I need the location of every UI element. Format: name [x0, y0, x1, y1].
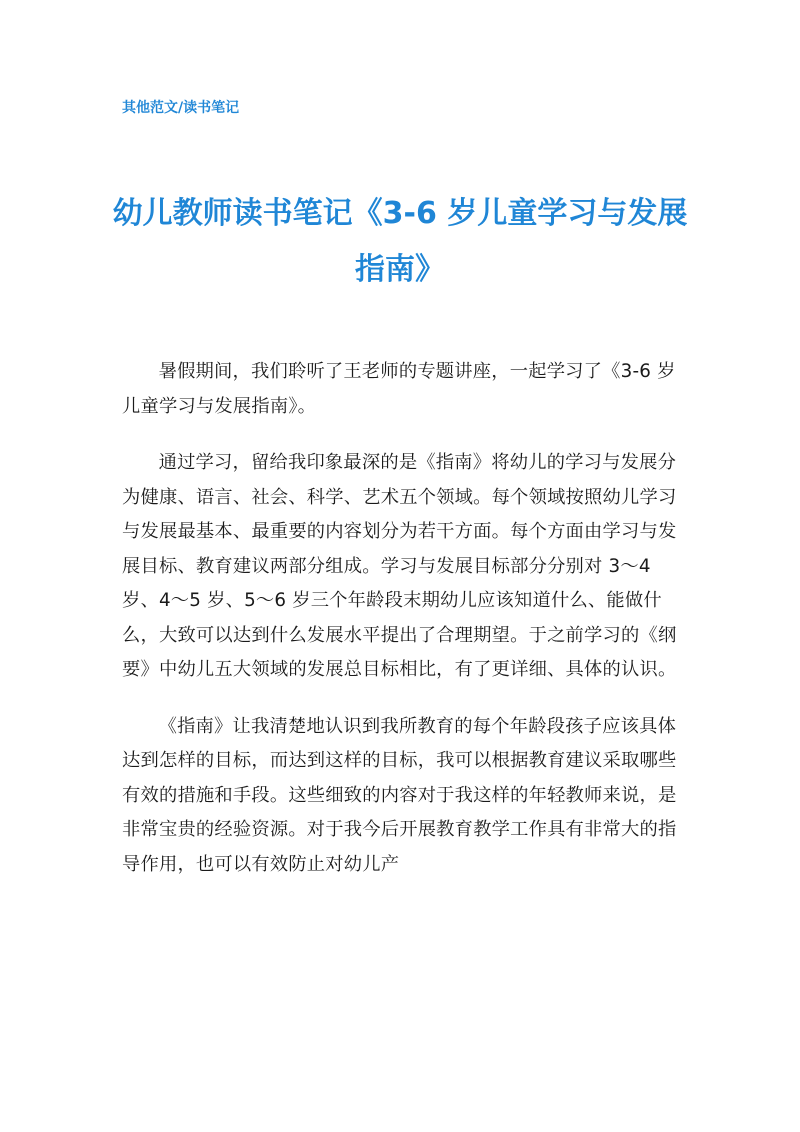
paragraph-1: 暑假期间，我们聆听了王老师的专题讲座，一起学习了《3-6 岁儿童学习与发展指南》。	[122, 361, 676, 417]
breadcrumb[interactable]: 其他范文/读书笔记	[122, 100, 240, 116]
article-body	[122, 355, 678, 904]
paragraph-3: 《指南》让我清楚地认识到我所教育的每个年龄段孩子应该具体达到怎样的目标，而达到这样的目标，我可以根据教育建议采取哪些有效的措施和手段。这些细致的内容对于我这样的年轻教师来说，是非常宝贵的经验资源。对于我今后开展教育教学工作具有非常大的指导作用，也可以有效防止对幼儿产	[122, 715, 677, 875]
paragraph-2: 通过学习，留给我印象最深的是《指南》将幼儿的学习与发展分为健康、语言、社会、科学、艺术五个领域。每个领域按照幼儿学习与发展最基本、最重要的内容划分为若干方面。每个方面由学习与发展目标、教育建议两部分组成。学习与发展目标部分分别对 3～4 岁、4～5 岁、5～6 岁三个年龄段末期幼儿应该知道什么、能做什么，大致可以达到什么发展水平提出了合理期望。于之前学习的《纲要》中幼儿五大领域的发展总目标相比，有了更详细、具体的认识。	[122, 452, 677, 680]
page-title: 幼儿教师读书笔记《3-6 岁儿童学习与发展指南》	[112, 196, 688, 287]
